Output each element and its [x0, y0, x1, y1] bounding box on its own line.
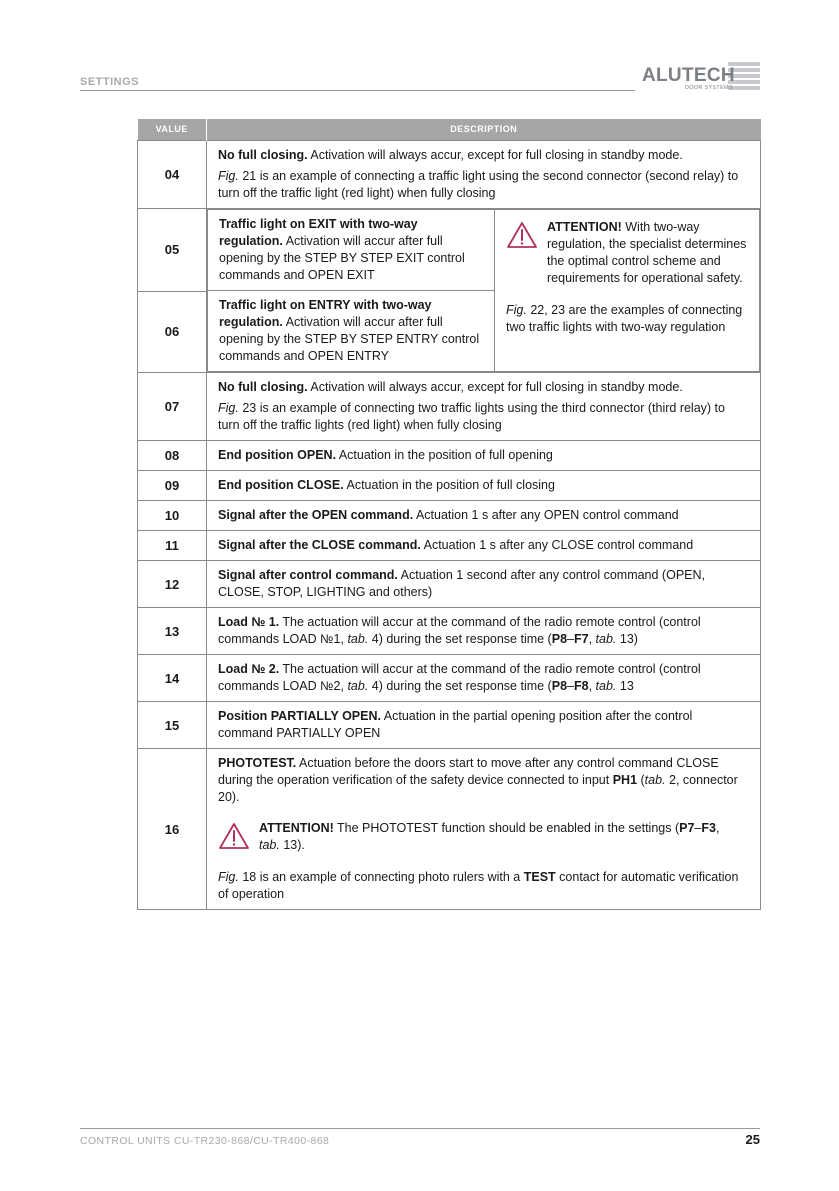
function-code: F8 [573, 679, 589, 693]
param-code: P8 [551, 679, 568, 693]
row-text: Actuation in the partial opening position after the control command PARTIALLY OPEN [218, 709, 693, 740]
table-row [138, 749, 761, 910]
row-value: 13 [138, 608, 207, 655]
row-value: 15 [138, 702, 207, 749]
row-title: Position PARTIALLY OPEN. [218, 709, 381, 723]
param-code: P7 [679, 821, 695, 835]
separator: , [715, 821, 720, 835]
warning-triangle-icon [218, 822, 250, 855]
test-contact: TEST [523, 870, 556, 884]
row-description [207, 501, 761, 531]
param-code: P8 [551, 632, 568, 646]
row-06-description [208, 291, 495, 372]
dash: – [694, 821, 702, 835]
row-description [207, 141, 761, 209]
row-value: 08 [138, 441, 207, 471]
row-value: 07 [138, 373, 207, 441]
section-title: SETTINGS [80, 76, 140, 88]
table-row [138, 441, 761, 471]
row-text: Activation will accur after full opening by the STEP BY STEP EXIT control commands and OPEN EXIT [219, 234, 465, 282]
row-title: Load № 2. [218, 662, 280, 676]
row-text: Actuation in the position of full closing [343, 478, 555, 492]
row-text: Actuation in the position of full opening [336, 448, 553, 462]
row-value: 11 [138, 531, 207, 561]
row-text: Activation will always accur, except for full closing in standby mode. [307, 148, 683, 162]
shared-attention-note [495, 210, 760, 372]
row-text: The actuation will accur at the command of the radio remote control (control commands LOAD №1, [218, 615, 701, 646]
alutech-logo [642, 62, 760, 94]
row-description [207, 471, 761, 501]
header-divider [80, 90, 635, 91]
row-text: Activation will always accur, except for full closing in standby mode. [307, 380, 683, 394]
document-title: CONTROL UNITS CU-TR230-868/CU-TR400-868 [80, 1135, 330, 1147]
row-value: 05 [138, 209, 207, 292]
row-value: 16 [138, 749, 207, 910]
row-description [207, 702, 761, 749]
fig-text: 21 is an example of connecting a traffic light using the second connector (second relay) to turn off the traffic light (red light) when fully closing [218, 169, 739, 200]
table-row [138, 501, 761, 531]
row-value: 12 [138, 561, 207, 608]
row-text: Actuation 1 s after any CLOSE control command [420, 538, 694, 552]
split-layout [207, 209, 760, 372]
row-text: Actuation 1 second after any control command (OPEN, CLOSE, STOP, LIGHTING and others) [218, 568, 705, 599]
fig-text: 22, 23 are the examples of connecting two traffic lights with two-way regulation [506, 303, 743, 334]
table-row [138, 531, 761, 561]
page-number: 25 [745, 1132, 760, 1147]
fig-label: Fig. [218, 870, 239, 884]
settings-table [137, 119, 761, 910]
row-text: Actuation before the doors start to move after any control command CLOSE during the operation verification of the safety device connected to input [218, 756, 719, 787]
row-05-description [208, 210, 495, 291]
attention-label: ATTENTION! [259, 821, 334, 835]
row-description-split [207, 209, 761, 373]
row-description [207, 561, 761, 608]
row-value: 04 [138, 141, 207, 209]
fig-label: Fig. [218, 401, 239, 415]
row-text: 4) during the set response time ( [368, 679, 552, 693]
row-description [207, 608, 761, 655]
row-text: The actuation will accur at the command of the radio remote control (control commands LOAD №2, [218, 662, 701, 693]
table-row [138, 608, 761, 655]
row-text: ( [637, 773, 645, 787]
column-header-value: VALUE [138, 119, 207, 141]
row-value: 14 [138, 655, 207, 702]
logo-subtitle: DOOR SYSTEMS [685, 85, 733, 91]
row-value: 10 [138, 501, 207, 531]
row-text: Actuation 1 s after any OPEN control command [413, 508, 679, 522]
column-header-description: DESCRIPTION [207, 119, 761, 141]
row-title: Signal after the CLOSE command. [218, 538, 421, 552]
dash: – [567, 679, 574, 693]
row-title: PHOTOTEST. [218, 756, 297, 770]
row-text: 2, connector 20). [218, 773, 738, 804]
separator: , [588, 632, 596, 646]
fig-label: Fig. [506, 303, 527, 317]
fig-label: Fig. [218, 169, 239, 183]
table-row [138, 141, 761, 209]
row-text: 13 [616, 679, 634, 693]
table-row [138, 655, 761, 702]
row-text: 13). [279, 838, 305, 852]
row-title: No full closing. [218, 380, 308, 394]
function-code: F3 [701, 821, 716, 835]
tab-ref: tab. [595, 632, 617, 646]
attention-text: With two-way regulation, the specialist determines the optimal control scheme and requirements for operational safety. [547, 220, 747, 285]
separator: , [588, 679, 596, 693]
row-value: 09 [138, 471, 207, 501]
table-row [138, 209, 761, 292]
row-title: Load № 1. [218, 615, 280, 629]
tab-ref: tab. [259, 838, 280, 852]
row-title: No full closing. [218, 148, 308, 162]
tab-ref: tab. [347, 632, 369, 646]
dash: – [567, 632, 574, 646]
row-title: Signal after control command. [218, 568, 398, 582]
tab-ref: tab. [595, 679, 617, 693]
function-code: F7 [573, 632, 589, 646]
row-title: End position OPEN. [218, 448, 337, 462]
row-title: Traffic light on EXIT with two-way regulation. [219, 217, 418, 248]
row-text: 4) during the set response time ( [368, 632, 552, 646]
fig-text: 18 is an example of connecting photo rulers with a [238, 870, 524, 884]
row-text: Activation will accur after full opening by the STEP BY STEP ENTRY control commands and OPEN ENTRY [219, 315, 480, 363]
tab-ref: tab. [347, 679, 369, 693]
table-row [138, 373, 761, 441]
logo-name: ALUTECH [642, 65, 735, 86]
fig-text: contact for automatic verification of operation [218, 870, 739, 901]
row-text: 13) [616, 632, 638, 646]
row-description [207, 655, 761, 702]
row-title: Traffic light on ENTRY with two-way regulation. [219, 298, 432, 329]
row-description [207, 441, 761, 471]
tab-ref: tab. [644, 773, 666, 787]
table-row [138, 561, 761, 608]
row-value: 06 [138, 291, 207, 373]
table-row [138, 702, 761, 749]
row-description [207, 749, 761, 910]
footer-divider [80, 1128, 760, 1129]
row-description [207, 531, 761, 561]
row-title: Signal after the OPEN command. [218, 508, 414, 522]
row-description [207, 373, 761, 441]
input-code: PH1 [612, 773, 638, 787]
warning-triangle-icon [506, 221, 538, 254]
table-header-row [138, 119, 761, 141]
table-row [138, 471, 761, 501]
fig-text: 23 is an example of connecting two traffic lights using the third connector (third relay) to turn off the traffic lights (red light) when fully closing [218, 401, 725, 432]
row-title: End position CLOSE. [218, 478, 344, 492]
attention-text: The PHOTOTEST function should be enabled in the settings ( [333, 821, 680, 835]
attention-label: ATTENTION! [547, 220, 622, 234]
